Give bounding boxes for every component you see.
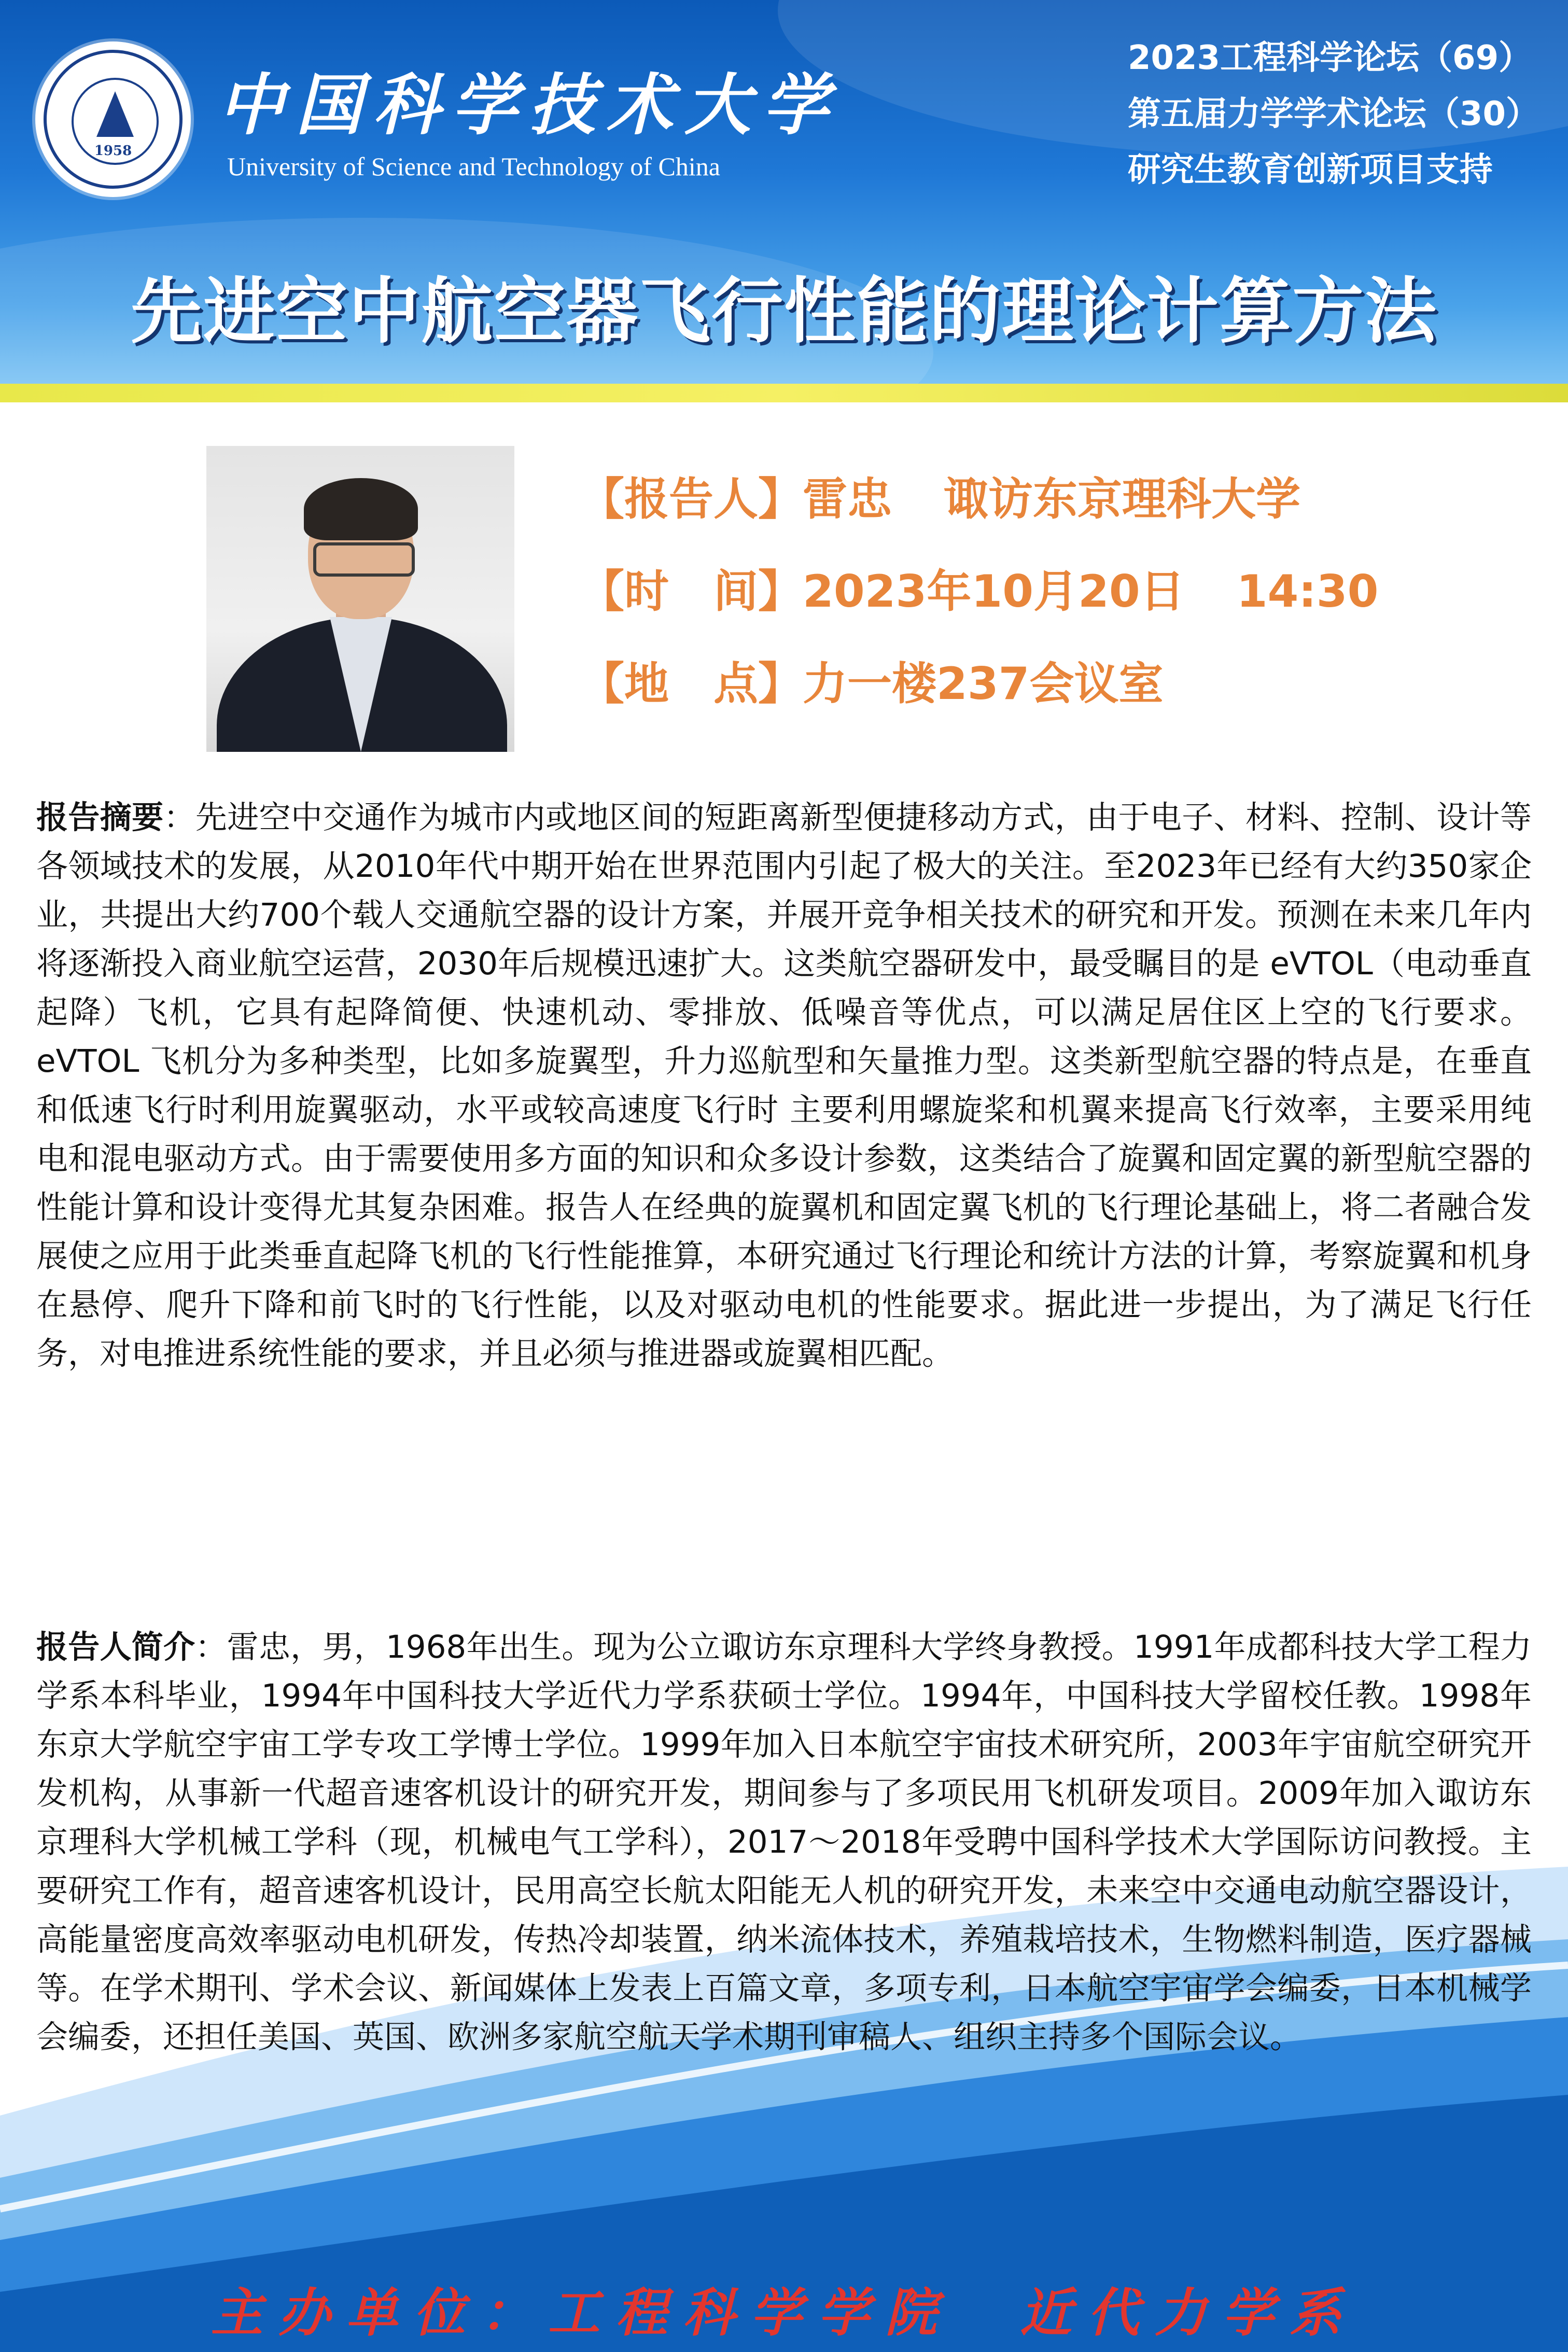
- speaker-photo: [206, 446, 514, 752]
- time-hour: 14:30: [1236, 566, 1379, 618]
- seal-sail-icon: [96, 91, 134, 137]
- page-title: 先进空中航空器飞行性能的理论计算方法: [130, 270, 1437, 353]
- place-value: 力一楼237会议室: [803, 658, 1164, 710]
- bio-label: 报告人简介: [36, 1629, 195, 1665]
- forum-line: 第五届力学学术论坛（30）: [1127, 95, 1539, 133]
- photo-hair: [304, 478, 418, 540]
- bio-section: [36, 1623, 1532, 2062]
- place-row: [580, 658, 1378, 710]
- header-divider-bar: [0, 384, 1568, 402]
- speaker-name: 雷忠: [803, 473, 892, 525]
- speaker-row: [580, 473, 1378, 525]
- forum-line: 2023工程科学论坛（69）: [1127, 39, 1532, 77]
- time-date: 2023年10月20日: [803, 566, 1185, 618]
- forum-line: 研究生教育创新项目支持: [1127, 151, 1493, 189]
- speaker-affiliation: 诹访东京理科大学: [944, 473, 1300, 525]
- place-label: 【地 点】: [580, 658, 803, 710]
- abstract-section: [36, 793, 1532, 1378]
- university-name-en: University of Science and Technology of China: [227, 152, 720, 181]
- organizers: 主办单位：工程科学学院 近代力学系: [211, 2282, 1357, 2343]
- photo-glasses: [313, 542, 415, 577]
- university-seal-logo: [35, 41, 191, 197]
- abstract-label: 报告摘要: [36, 799, 164, 836]
- bio-text: ：雷忠，男，1968年出生。现为公立诹访东京理科大学终身教授。1991年成都科技大学工程力学系本科毕业，1994年中国科技大学近代力学系获硕士学位。1994年，中国科技大学留校任教。1998年东京大学航空宇宙工学专攻工学博士学位。1999年加入日本航空宇宙技术研究所，2003年宇宙航空研究开发机构，从事新一代超音速客机设计的研究开发，期间参与了多项民用飞机研发项目。2009年加入诹访东京理科大学机械工学科（现，机械电气工学科），2017～2018年受聘中国科学技术大学国际访问教授。主要研究工作有，超音速客机设计，民用高空长航太阳能无人机的研究开发，未来空中交通电动航空器设计，高能量密度高效率驱动电机研发，传热冷却装置，纳米流体技术，养殖栽培技术，生物燃料制造，医疗器械等。在学术期刊、学术会议、新闻媒体上发表上百篇文章，多项专利，日本航空宇宙学会编委，日本机械学会编委，还担任美国、英国、欧洲多家航空航天学术期刊审稿人、组织主持多个国际会议。: [36, 1629, 1532, 2055]
- talk-info: [580, 473, 1379, 754]
- time-row: [580, 566, 1379, 618]
- university-name-cn: 中国科学技术大学: [218, 66, 841, 144]
- header-banner: [0, 0, 1568, 384]
- time-label: 【时 间】: [580, 566, 803, 618]
- forum-info: [1128, 41, 1539, 209]
- speaker-label: 【报告人】: [580, 473, 803, 525]
- seal-year: 1958: [94, 143, 132, 159]
- abstract-text: ：先进空中交通作为城市内或地区间的短距离新型便捷移动方式，由于电子、材料、控制、设计等各领域技术的发展，从2010年代中期开始在世界范围内引起了极大的关注。至2023年已经有大约350家企业，共提出大约700个载人交通航空器的设计方案，并展开竞争相关技术的研究和开发。预测在未来几年内将逐渐投入商业航空运营，2030年后规模迅速扩大。这类航空器研发中，最受瞩目的是 eVTOL（电动垂直起降）飞机，它具有起降简便、快速机动、零排放、低噪音等优点，可以满足居住区上空的飞行要求。eVTOL 飞机分为多种类型，比如多旋翼型，升力巡航型和矢量推力型。这类新型航空器的特点是，在垂直和低速飞行时利用旋翼驱动，水平或较高速度飞行时 主要利用螺旋桨和机翼来提高飞行效率，主要采用纯电和混电驱动方式。由于需要使用多方面的知识和众多设计参数，这类结合了旋翼和固定翼的新型航空器的性能计算和设计变得尤其复杂困难。报告人在经典的旋翼机和固定翼飞机的飞行理论基础上，将二者融合发展使之应用于此类垂直起降飞机的飞行性能推算，本研究通过飞行理论和统计方法的计算，考察旋翼和机身在悬停、爬升下降和前飞时的飞行性能，以及对驱动电机的性能要求。据此进一步提出，为了满足飞行任务，对电推进系统性能的要求，并且必须与推进器或旋翼相匹配。: [36, 799, 1532, 1372]
